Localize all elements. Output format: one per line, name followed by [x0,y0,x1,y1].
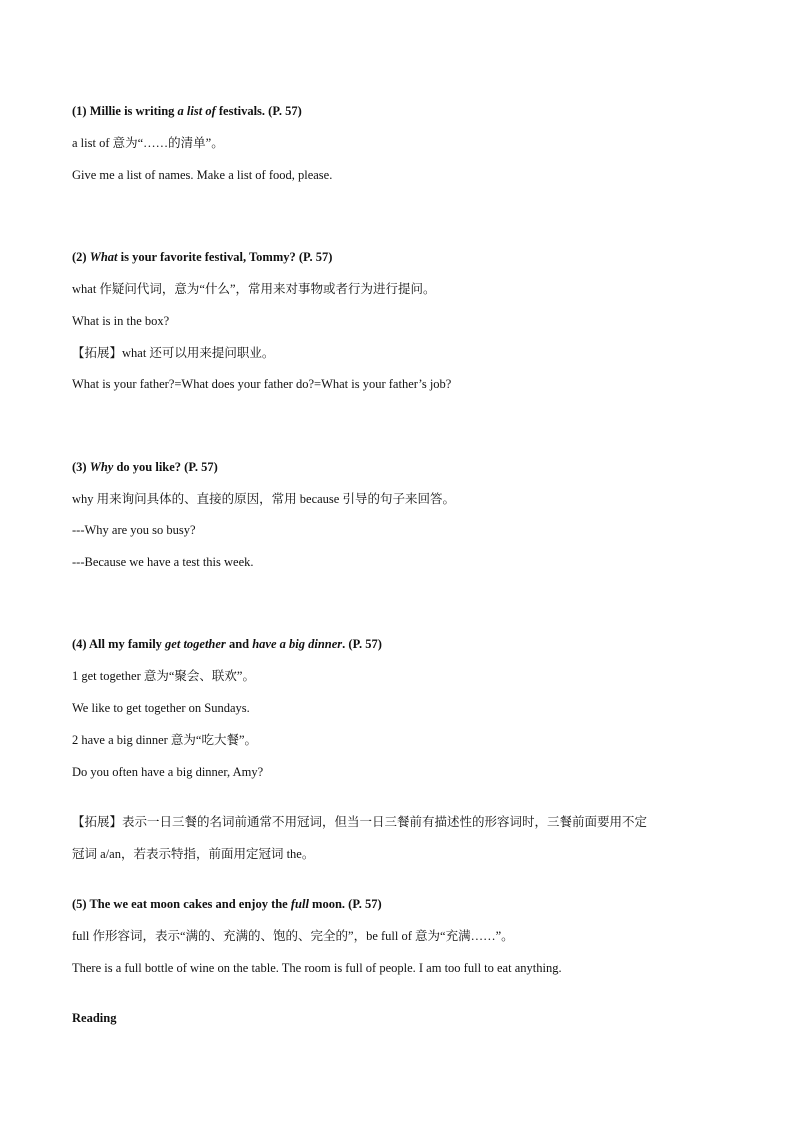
section-3-line-3: ---Because we have a test this week. [72,555,254,569]
heading-text: is your favorite festival, Tommy? (P. 57) [117,250,333,264]
section-2-line-3: 【拓展】what 还可以用来提问职业。 [72,346,275,360]
heading-text: (3) [72,460,90,474]
section-5-line-1: full 作形容词，表示“满的、充满的、饱的、完全的”，be full of 意为“充满……”。 [72,929,514,943]
heading-text: (1) Millie is writing [72,104,178,118]
heading-text: (2) [72,250,90,264]
section-2-line-4: What is your father?=What does your father do?=What is your father’s job? [72,377,452,391]
heading-text: and [225,637,253,651]
heading-keyword: a list of [177,104,216,118]
reading-heading: Reading [72,1011,117,1025]
section-2-line-1: what 作疑问代词，意为“什么”，常用来对事物或者行为进行提问。 [72,282,436,296]
section-3-line-2: ---Why are you so busy? [72,523,196,537]
section-5-line-2: There is a full bottle of wine on the table. The room is full of people. I am too full to eat anything. [72,961,562,975]
heading-text: do you like? (P. 57) [113,460,218,474]
section-1-line-2: Give me a list of names. Make a list of food, please. [72,168,333,182]
section-5-heading [72,896,382,912]
heading-text: festivals. (P. 57) [215,104,302,118]
heading-text: (5) The we eat moon cakes and enjoy the [72,897,291,911]
heading-text: moon. (P. 57) [308,897,382,911]
section-3-line-1: why 用来询问具体的、直接的原因，常用 because 引导的句子来回答。 [72,492,455,506]
section-4-line-2: We like to get together on Sundays. [72,701,250,715]
heading-text: . (P. 57) [342,637,382,651]
section-2-heading [72,249,332,265]
section-4-line-3: 2 have a big dinner 意为“吃大餐”。 [72,733,258,747]
section-4-line-6: 冠词 a/an，若表示特指，前面用定冠词 the。 [72,847,315,861]
heading-keyword: full [290,897,309,911]
section-4-line-5: 【拓展】表示一日三餐的名词前通常不用冠词，但当一日三餐前有描述性的形容词时，三餐前面要用不定 [72,815,648,829]
heading-keyword: have a big dinner [252,637,343,651]
heading-text: (4) All my family [72,637,166,651]
section-1-heading [72,103,302,119]
section-4-heading [72,636,382,652]
heading-keyword: get together [165,637,226,651]
section-1-line-1: a list of 意为“……的清单”。 [72,136,224,150]
section-2-line-2: What is in the box? [72,314,170,328]
section-3-heading [72,459,218,475]
heading-keyword: What [89,250,118,264]
section-4-line-1: 1 get together 意为“聚会、联欢”。 [72,669,255,683]
heading-keyword: Why [89,460,114,474]
section-4-line-4: Do you often have a big dinner, Amy? [72,765,264,779]
